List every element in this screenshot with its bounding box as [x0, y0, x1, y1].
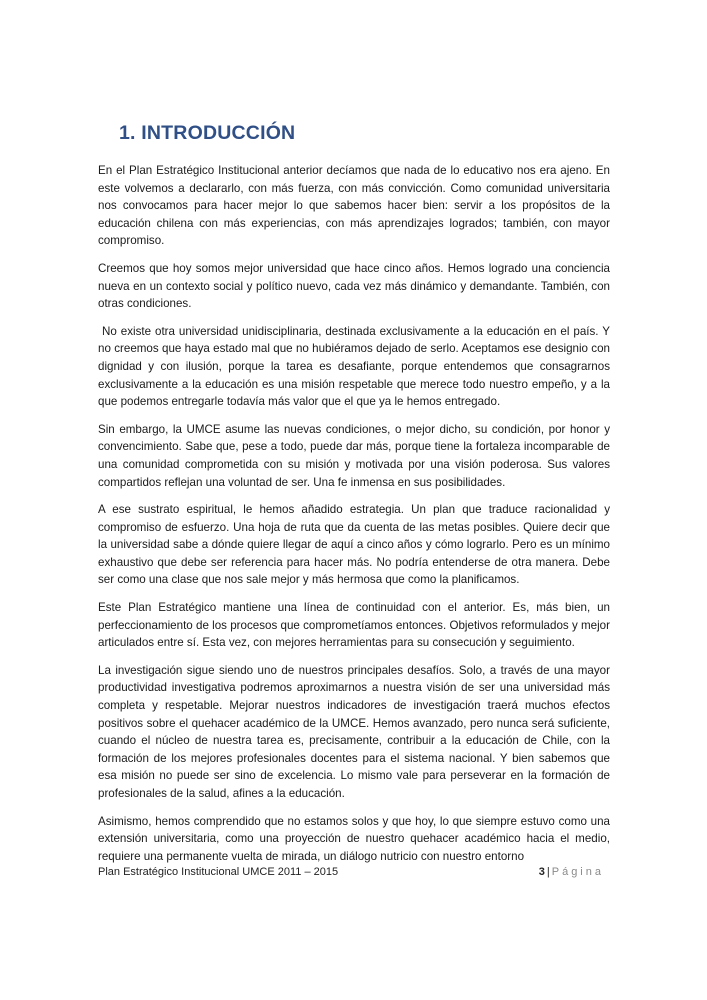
paragraph: Asimismo, hemos comprendido que no estamos solos y que hoy, lo que siempre estuvo como una extensión universitaria, como una proyección de nuestro quehacer académico hacia el medio, requiere una permanente vuelta de mirada, un diálogo nutricio con nuestro entorno	[98, 814, 610, 863]
paragraph: En el Plan Estratégico Institucional anterior decíamos que nada de lo educativo nos era ajeno. En este volvemos a declararlo, con más fuerza, con más convicción. Como comunidad universitaria nos convocamos para hacer mejor lo que sabemos hacer bien: servir a los propósitos de la educación chilena con más experiencias, con más aprendizajes logrados; también, con mayor compromiso.	[98, 164, 610, 248]
body-text	[98, 162, 610, 875]
page-number: 3	[538, 866, 545, 878]
page-separator: |	[546, 866, 550, 878]
paragraph: La investigación sigue siendo uno de nuestros principales desafíos. Solo, a través de una mayor productividad investigativa podremos aproximarnos a nuestra visión de ser una universidad más completa y respetable. Mejorar nuestros indicadores de investigación traerá muchos efectos positivos sobre el quehacer académico de la UMCE. Hemos avanzado, pero nunca será suficiente, cuando el núcleo de nuestra tarea es, precisamente, contribuir a la educación de Chile, con la formación de los mejores profesionales docentes para el sistema nacional. Y bien sabemos que esa misión no puede ser sino de excelencia. Lo mismo vale para perseverar en la formación de profesionales de la salud, afines a la educación.	[98, 663, 610, 800]
paragraph: Este Plan Estratégico mantiene una línea de continuidad con el anterior. Es, más bien, un perfeccionamiento de los procesos que comprometíamos entonces. Objetivos reformulados y mejor articulados entre sí. Esta vez, con mejores herramientas para su consecución y seguimiento.	[98, 601, 610, 650]
paragraph: A ese sustrato espiritual, le hemos añadido estrategia. Un plan que traduce racionalidad y compromiso de esfuerzo. Una hoja de ruta que da cuenta de las metas posibles. Quiere decir que la universidad sabe a dónde quiere llegar de aquí a cinco años y cómo lograrlo. Pero es un mínimo exhaustivo que debe ser referencia para hacer más. No podría entenderse de otra manera. Debe ser como una clase que nos sale mejor y más hermosa que como la planificamos.	[98, 503, 610, 587]
page-word: Página	[551, 866, 604, 878]
footer-page-indicator	[539, 866, 604, 878]
page-footer	[98, 866, 610, 886]
paragraph: Creemos que hoy somos mejor universidad que hace cinco años. Hemos logrado una conciencia nueva en un contexto social y político nuevo, cada vez más dinámico y demandante. También, con otras condiciones.	[98, 261, 610, 311]
paragraph: No existe otra universidad unidisciplinaria, destinada exclusivamente a la educación en el país. Y no creemos que haya estado mal que no hubiéramos dejado de serlo. Aceptamos ese designio con dignidad y con ilusión, porque la tarea es desafiante, porque entendemos que consagrarnos exclusivamente a la educación es una misión respetable que merece todo nuestro empeño, y a la que podemos entregarle todavía más valor que el que ya le hemos entregado.	[98, 324, 610, 409]
paragraph: Sin embargo, la UMCE asume las nuevas condiciones, o mejor dicho, su condición, por honor y convencimiento. Sabe que, pese a todo, puede dar más, porque tiene la fortaleza incomparable de una comunidad comprometida con su misión y motivada por una visión poderosa. Sus valores compartidos reflejan una voluntad de ser. Una fe inmensa en sus posibilidades.	[98, 422, 610, 489]
section-heading: 1. INTRODUCCIÓN	[119, 122, 296, 144]
footer-document-title: Plan Estratégico Institucional UMCE 2011 – 2015	[98, 866, 339, 878]
